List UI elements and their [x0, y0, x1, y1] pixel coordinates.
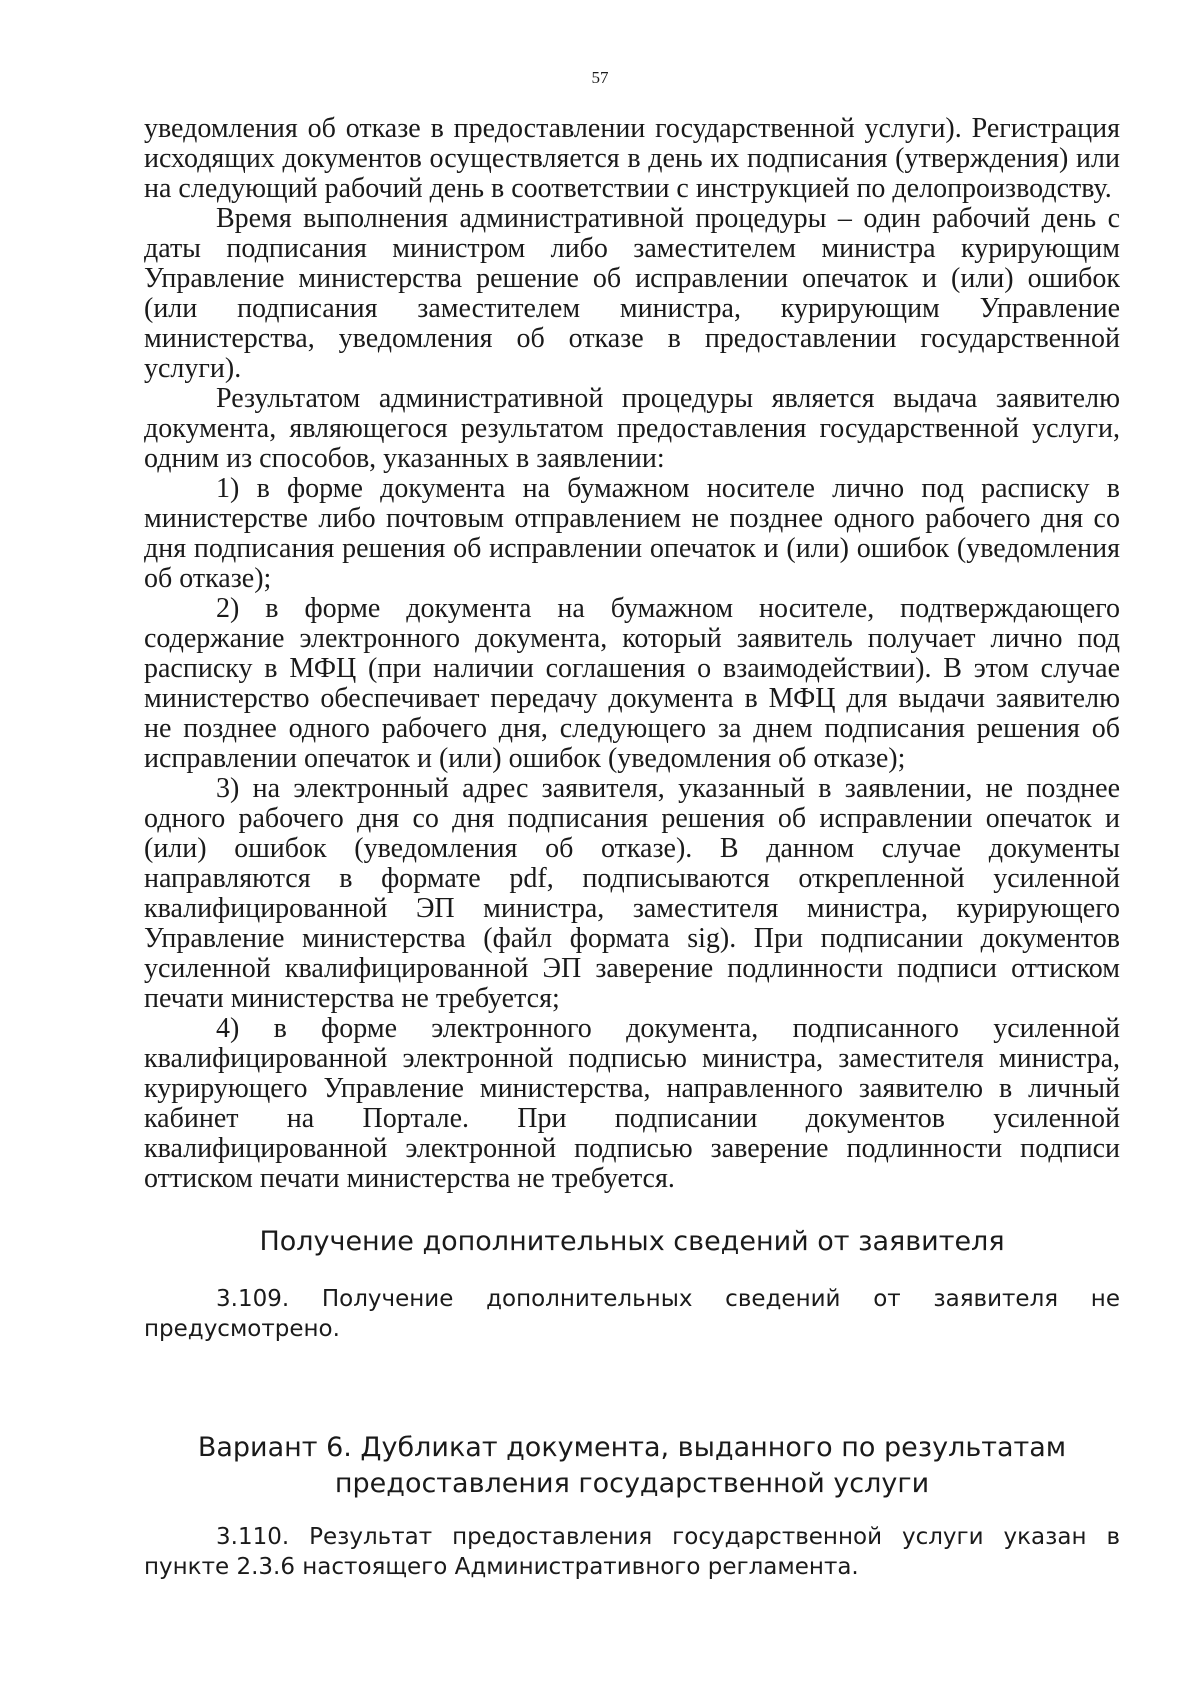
list-item-2: 2) в форме документа на бумажном носителе, подтверждающего содержание электронного документа, который заявитель получает лично под расписку в МФЦ (при наличии соглашения о взаимодействии). В этом случае министерство обеспечивает передачу документа в МФЦ для выдачи заявителю не позднее одного рабочего дня, следующего за днем подписания решения об исправлении опечаток и (или) ошибок (уведомления об отказе); [144, 593, 1120, 774]
paragraph-3-109: 3.109. Получение дополнительных сведений от заявителя не предусмотрено. [144, 1286, 1120, 1342]
section-heading-additional-info: Получение дополнительных сведений от заявителя [259, 1226, 1005, 1257]
page-number: 57 [591, 68, 609, 87]
paragraph-3-110: 3.110. Результат предоставления государственной услуги указан в пункте 2.3.6 настоящего Административного регламента. [144, 1524, 1120, 1580]
paragraph-continuation: уведомления об отказе в предоставлении государственной услуги). Регистрация исходящих документов осуществляется в день их подписания (утверждения) или на следующий рабочий день в соответствии с инструкцией по делопроизводству. [144, 113, 1120, 204]
paragraph-procedure-time: Время выполнения административной процедуры – один рабочий день с даты подписания министром либо заместителем министра курирующим Управление министерства решение об исправлении опечаток и (или) ошибок (или подписания заместителем министра, курирующим Управление министерства, уведомления об отказе в предоставлении государственной услуги). [144, 203, 1120, 384]
paragraph-procedure-result: Результатом административной процедуры является выдача заявителю документа, являющегося результатом предоставления государственной услуги, одним из способов, указанных в заявлении: [144, 383, 1120, 474]
list-item-1: 1) в форме документа на бумажном носителе лично под расписку в министерстве либо почтовым отправлением не позднее одного рабочего дня со дня подписания решения об исправлении опечаток и (или) ошибок (уведомления об отказе); [144, 473, 1120, 594]
list-item-3: 3) на электронный адрес заявителя, указанный в заявлении, не позднее одного рабочего дня со дня подписания решения об исправлении опечаток и (или) ошибок (уведомления об отказе). В данном случае документы направляются в формате pdf, подписываются открепленной усиленной квалифицированной ЭП министра, заместителя министра, курирующего Управление министерства (файл формата sig). При подписании документов усиленной квалифицированной ЭП заверение подлинности подписи оттиском печати министерства не требуется; [144, 773, 1120, 1014]
document-body [144, 114, 1120, 1582]
section-heading-variant-6: Вариант 6. Дубликат документа, выданного по результатам предоставления государственной услуги [197, 1432, 1067, 1499]
list-item-4: 4) в форме электронного документа, подписанного усиленной квалифицированной электронной подписью министра, заместителя министра, курирующего Управление министерства, направленного заявителю в личный кабинет на Портале. При подписании документов усиленной квалифицированной электронной подписью заверение подлинности подписи оттиском печати министерства не требуется. [144, 1013, 1120, 1194]
